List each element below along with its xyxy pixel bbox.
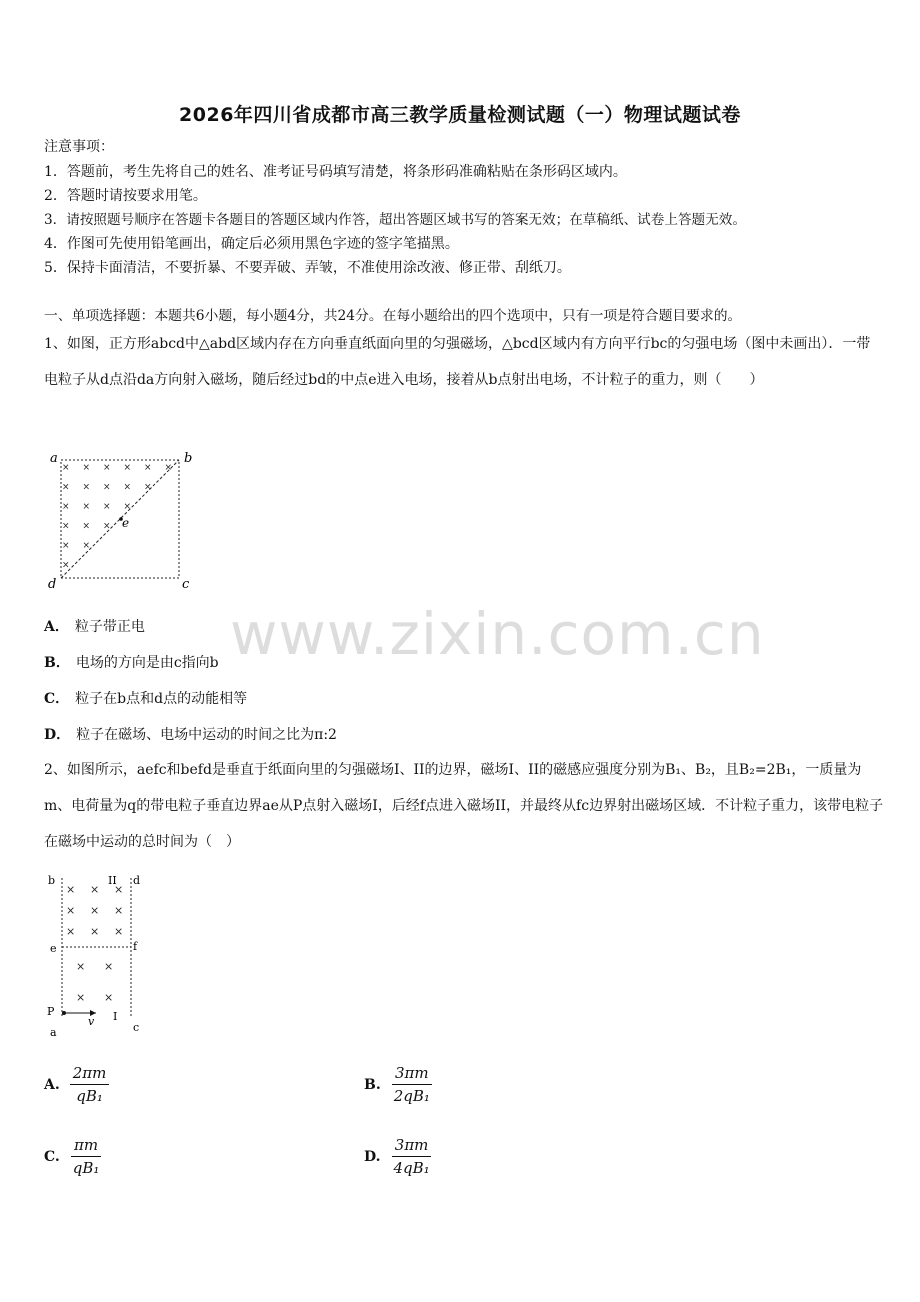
magnetic-field-cross: ×	[90, 925, 100, 938]
q1-option-d[interactable]: D． 粒子在磁场、电场中运动的时间之比为π:2	[44, 727, 337, 743]
magnetic-field-cross: ×	[123, 482, 132, 493]
magnetic-field-cross: ×	[82, 541, 91, 551]
label2-d: d	[133, 874, 141, 887]
q2-option-d[interactable]: D. $\frac{3\pi m}{\text{4qB₁}}$	[364, 1136, 430, 1177]
magnetic-field-cross: ×	[62, 541, 70, 551]
notice-heading: 注意事项：	[44, 139, 114, 155]
label2-II: II	[108, 874, 117, 887]
magnetic-field-cross: ×	[82, 521, 91, 532]
magnetic-field-cross: ×	[62, 482, 70, 493]
q1-option-b[interactable]: B． 电场的方向是由c指向b	[44, 655, 219, 671]
q2-option-a[interactable]: A. $\frac{2\pi m}{\text{qB₁}}$	[44, 1064, 109, 1105]
label2-P: P	[47, 1005, 55, 1018]
magnetic-field-cross: ×	[144, 482, 152, 493]
label-c: c	[182, 577, 190, 592]
notice-item-4: 4．作图可先使用铅笔画出，确定后必须用黑色字迹的签字笔描黑。	[44, 236, 459, 252]
magnetic-field-cross: ×	[103, 521, 111, 532]
magnetic-field-cross: ×	[114, 925, 124, 938]
label2-I: I	[113, 1010, 118, 1023]
label-b: b	[184, 451, 193, 466]
magnetic-field-cross: ×	[82, 463, 91, 473]
notice-item-5: 5．保持卡面清洁，不要折暴、不要弄破、弄皱，不准使用涂改液、修正带、刮纸刀。	[44, 260, 571, 276]
watermark: www.zixin.com.cn	[230, 600, 765, 668]
magnetic-field-cross: ×	[76, 991, 86, 1004]
magnetic-field-cross: ×	[66, 925, 76, 938]
label-a: a	[50, 451, 58, 466]
magnetic-field-cross: ×	[103, 502, 111, 512]
q1-option-a[interactable]: A． 粒子带正电	[44, 619, 145, 635]
section-heading: 一、单项选择题：本题共6小题，每小题4分，共24分。在每小题给出的四个选项中，只有一项是符合题目要求的。	[44, 308, 742, 324]
magnetic-field-cross: ×	[66, 904, 76, 917]
q2-option-b[interactable]: B. $\frac{3\pi m}{\text{2qB₁}}$	[364, 1064, 430, 1105]
label2-b: b	[48, 874, 56, 887]
page-title: 2026年四川省成都市高三教学质量检测试题（一）物理试题试卷	[179, 104, 741, 126]
question-2-figure	[44, 866, 154, 1042]
label2-e: e	[50, 942, 57, 955]
magnetic-field-cross: ×	[90, 883, 100, 896]
magnetic-field-cross: ×	[103, 463, 111, 473]
magnetic-field-cross: ×	[104, 991, 114, 1004]
magnetic-field-cross: ×	[164, 463, 173, 473]
label-e: e	[122, 516, 130, 530]
magnetic-field-cross: ×	[62, 463, 70, 473]
q2-option-c[interactable]: C. $\frac{\pi m}{\text{qB₁}}$	[44, 1136, 100, 1177]
magnetic-field-cross: ×	[90, 904, 100, 917]
magnetic-field-cross: ×	[104, 960, 114, 973]
label2-f: f	[133, 940, 138, 953]
q1-option-c[interactable]: C． 粒子在b点和d点的动能相等	[44, 691, 248, 707]
question-1-figure	[44, 446, 204, 594]
magnetic-field-cross: ×	[123, 463, 132, 473]
label2-c: c	[133, 1021, 140, 1034]
magnetic-field-cross: ×	[114, 883, 124, 896]
magnetic-field-cross: ×	[144, 463, 152, 473]
label2-v: v	[88, 1015, 95, 1028]
magnetic-field-cross: ×	[62, 521, 70, 532]
magnetic-field-cross: ×	[114, 904, 124, 917]
question-2-text: 2、如图所示，aefc和befd是垂直于纸面向里的匀强磁场I、II的边界，磁场I、II的磁感应强度分别为B₁、B₂，且B₂=2B₁，一质量为m、电荷量为q的带电粒子垂直边界ae从P点射入磁场I，后经f点进入磁场II，并最终从fc边界射出磁场区域．不计粒子重力，该带电粒子在磁场中运动的总时间为（ ）	[44, 762, 884, 850]
magnetic-field-cross: ×	[62, 502, 70, 512]
magnetic-field-cross: ×	[103, 482, 111, 493]
notice-item-2: 2．答题时请按要求用笔。	[44, 188, 207, 204]
notice-item-3: 3．请按照题号顺序在答题卡各题目的答题区域内作答，超出答题区域书写的答案无效；在草稿纸、试卷上答题无效。	[44, 212, 746, 228]
notice-item-1: 1．答题前，考生先将自己的姓名、准考证号码填写清楚，将条形码准确粘贴在条形码区域内。	[44, 164, 627, 180]
magnetic-field-cross: ×	[76, 960, 86, 973]
magnetic-field-cross: ×	[82, 502, 91, 512]
magnetic-field-cross: ×	[66, 883, 76, 896]
magnetic-field-cross: ×	[82, 482, 91, 493]
magnetic-field-cross: ×	[123, 502, 132, 512]
question-1-text: 1、如图，正方形abcd中△abd区域内存在方向垂直纸面向里的匀强磁场，△bcd区域内有方向平行bc的匀强电场（图中未画出）．一带电粒子从d点沿da方向射入磁场，随后经过bd的中点e进入电场，接着从b点射出电场，不计粒子的重力，则（ ）	[44, 336, 871, 388]
magnetic-field-cross: ×	[62, 560, 70, 571]
label-d: d	[48, 577, 57, 592]
label2-a: a	[50, 1026, 57, 1039]
